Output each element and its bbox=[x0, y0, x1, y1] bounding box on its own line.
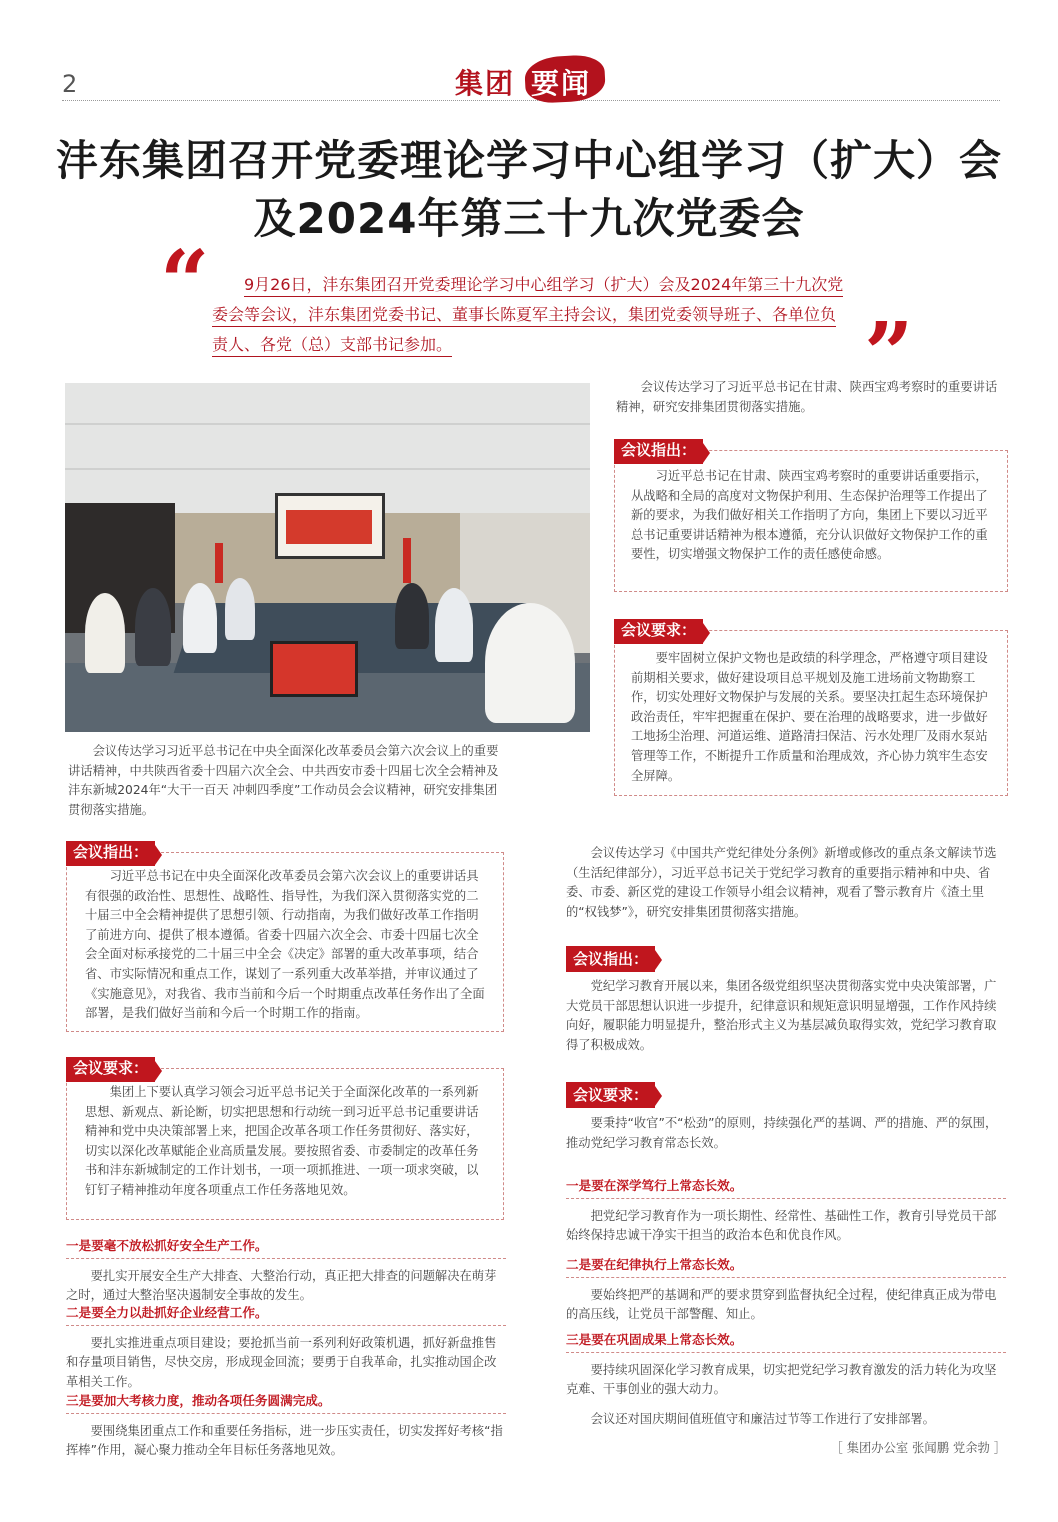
right-requirements-2-tag: 会议要求： bbox=[566, 1082, 655, 1108]
left-requirements-box bbox=[66, 1059, 504, 1220]
right-points-2 bbox=[566, 977, 1006, 1055]
right-intro bbox=[616, 378, 1008, 417]
photo-person bbox=[225, 578, 255, 640]
right-requirements-2-text: 要秉持“收官”不“松劲”的原则，持续强化严的基调、严的措施、严的氛围，推动党纪学习教育常态长效。 bbox=[566, 1116, 998, 1150]
photo-person bbox=[183, 583, 217, 653]
right-intro-text: 会议传达学习了习近平总书记在甘肃、陕西宝鸡考察时的重要讲话精神，研究安排集团贯彻落实措施。 bbox=[616, 380, 998, 414]
left-item-2 bbox=[66, 1303, 506, 1392]
left-points-text: 习近平总书记在中央全面深化改革委员会第六次会议上的重要讲话具有很强的政治性、思想性、战略性、指导性，为我们深入贯彻落实党的二十届三中全会精神提供了思想引领、行动指南，为我们做好改革工作指明了前进方向、提供了根本遵循。省委十四届六次全会、市委十四届七次全会全面对标承接党的二十届三中全会《决定》部署的重大改革事项，结合省、市实际情况和重点工作，谋划了一系列重大改革举措，并审议通过了《实施意见》，对我省、我市当前和今后一个时期重点改革任务作出了全面部署，是我们做好当前和今后一个时期工作的指南。 bbox=[85, 869, 485, 1021]
right-item-2-title: 二是要在纪律执行上常态长效。 bbox=[566, 1255, 1006, 1278]
left-points-tag: 会议指出： bbox=[66, 841, 155, 866]
headline-line-2: 及2024年第三十九次党委会 bbox=[253, 194, 805, 243]
left-requirements-text: 集团上下要认真学习领会习近平总书记关于全面深化改革的一系列新思想、新观点、新论断，切实把思想和行动统一到习近平总书记重要讲话精神和党中央决策部署上来，把国企改革各项工作任务贯彻好、落实好，切实以深化改革赋能企业高质量发展。要按照省委、市委制定的改革任务书和沣东新城制定的工作计划书，一项一项抓推进、一项一项求突破，以钉钉子精神推动年度各项重点工作任务落地见效。 bbox=[85, 1085, 479, 1197]
page-number: 2 bbox=[62, 70, 78, 98]
right-intro-2 bbox=[566, 844, 1006, 922]
photo-person bbox=[85, 593, 125, 673]
photo-person bbox=[395, 583, 429, 649]
photo-person bbox=[485, 603, 575, 723]
left-requirements-tag: 会议要求： bbox=[66, 1057, 155, 1082]
right-points-tag: 会议指出： bbox=[614, 439, 703, 464]
left-item-3-title: 三是要加大考核力度，推动各项任务圆满完成。 bbox=[66, 1391, 506, 1414]
right-requirements-box bbox=[614, 621, 1008, 796]
left-item-3 bbox=[66, 1391, 506, 1461]
right-points-box bbox=[614, 441, 1008, 592]
close-quote-icon: ” bbox=[864, 304, 914, 405]
headline-line-1: 沣东集团召开党委理论学习中心组学习（扩大）会 bbox=[55, 136, 1002, 185]
right-item-1-text: 把党纪学习教育作为一项长期性、经常性、基础性工作，教育引导党员干部始终保持忠诚干净实干担当的政治本色和优良作风。 bbox=[566, 1208, 997, 1243]
left-item-3-text: 要围绕集团重点工作和重要任务指标，进一步压实责任，切实发挥好考核“指挥棒”作用，凝心聚力推动全年目标任务落地见效。 bbox=[66, 1423, 503, 1458]
right-item-2-text: 要始终把严的基调和严的要求贯穿到监督执纪全过程，使纪律真正成为带电的高压线，让党员干部警醒、知止。 bbox=[566, 1287, 997, 1322]
right-requirements-2 bbox=[566, 1114, 1006, 1153]
right-closing bbox=[566, 1410, 1006, 1430]
right-closing-text: 会议还对国庆期间值班值守和廉洁过节等工作进行了安排部署。 bbox=[590, 1412, 935, 1426]
lead-text: 9月26日，沣东集团召开党委理论学习中心组学习（扩大）会及2024年第三十九次党委会等会议，沣东集团党委书记、董事长陈夏军主持会议，集团党委领导班子、各单位负责人、各党（总）支部书记参加。 bbox=[212, 275, 843, 357]
right-points-2-tag: 会议指出： bbox=[566, 946, 655, 972]
photo-person bbox=[435, 588, 473, 662]
photo-monitor bbox=[270, 641, 358, 697]
left-item-2-title: 二是要全力以赴抓好企业经营工作。 bbox=[66, 1303, 506, 1326]
meeting-photo bbox=[65, 383, 590, 732]
photo-flag bbox=[215, 543, 223, 583]
open-quote-icon: “ bbox=[160, 232, 210, 333]
photo-ceiling-line bbox=[65, 468, 590, 470]
right-points-text: 习近平总书记在甘肃、陕西宝鸡考察时的重要讲话重要指示，从战略和全局的高度对文物保护利用、生态保护治理等工作提出了新的要求，为我们做好相关工作指明了方向，集团上下要以习近平总书记重要讲话精神为根本遵循，充分认识做好文物保护工作的重要性，切实增强文物保护工作的责任感使命感。 bbox=[631, 469, 988, 562]
right-item-1 bbox=[566, 1176, 1006, 1246]
right-requirements-text: 要牢固树立保护文物也是政绩的科学理念，严格遵守项目建设前期相关要求，做好建设项目总平规划及施工进场前文物勘察工作，切实处理好文物保护与发展的关系。要坚决扛起生态环境保护政治责任，牢牢把握重在保护、要在治理的战略要求，进一步做好工地扬尘治理、河道运维、道路清扫保洁、污水处理厂及雨水泵站管理等工作，不断提升工作质量和治理成效，齐心协力筑牢生态安全屏障。 bbox=[631, 651, 988, 783]
left-item-2-text: 要扎实推进重点项目建设；要抢抓当前一系列利好政策机遇，抓好新盘推售和存量项目销售，尽快交房，形成现金回流；要勇于自我革命，扎实推动国企改革相关工作。 bbox=[66, 1335, 497, 1389]
section-logo-part2: 要闻 bbox=[531, 67, 592, 100]
right-requirements-2-header bbox=[566, 1082, 866, 1106]
lead-paragraph bbox=[212, 270, 844, 360]
left-points-box bbox=[66, 843, 504, 1032]
left-item-1-title: 一是要毫不放松抓好安全生产工作。 bbox=[66, 1236, 506, 1259]
photo-person bbox=[135, 588, 171, 666]
left-item-1 bbox=[66, 1236, 506, 1306]
right-item-3-title: 三是要在巩固成果上常态长效。 bbox=[566, 1330, 1006, 1353]
left-item-1-text: 要扎实开展安全生产大排查、大整治行动，真正把大排查的问题解决在萌芽之时，通过大整治坚决遏制安全事故的发生。 bbox=[66, 1268, 497, 1303]
right-points-2-text: 党纪学习教育开展以来，集团各级党组织坚决贯彻落实党中央决策部署，广大党员干部思想认识进一步提升，纪律意识和规矩意识明显增强，工作作风持续向好，履职能力明显提升，整治形式主义为基层减负取得实效，党纪学习教育取得了积极成效。 bbox=[566, 979, 997, 1052]
headline bbox=[40, 132, 1018, 248]
left-intro bbox=[68, 742, 506, 820]
right-item-2 bbox=[566, 1255, 1006, 1325]
right-points-2-header bbox=[566, 946, 866, 970]
right-requirements-tag: 会议要求： bbox=[614, 619, 703, 644]
right-item-3-text: 要持续巩固深化学习教育成果，切实把党纪学习教育激发的活力转化为攻坚克难、干事创业的强大动力。 bbox=[566, 1362, 997, 1397]
photo-projection-screen bbox=[275, 493, 385, 559]
right-item-1-title: 一是要在深学笃行上常态长效。 bbox=[566, 1176, 1006, 1199]
right-item-3 bbox=[566, 1330, 1006, 1400]
section-logo bbox=[455, 56, 605, 102]
section-logo-part1: 集团 bbox=[455, 67, 516, 100]
left-intro-text: 会议传达学习习近平总书记在中央全面深化改革委员会第六次会议上的重要讲话精神，中共陕西省委十四届六次全会、中共西安市委十四届七次全会精神及沣东新城2024年“大干一百天 冲刺四季度”工作动员会会议精神，研究安排集团贯彻落实措施。 bbox=[68, 744, 499, 817]
photo-ceiling-line bbox=[65, 423, 590, 425]
right-intro-2-text: 会议传达学习《中国共产党纪律处分条例》新增或修改的重点条文解读节选（生活纪律部分），习近平总书记关于党纪学习教育的重要指示精神和中央、省委、市委、新区党的建设工作领导小组会议精神，观看了警示教育片《渣土里的“权钱梦”》，研究安排集团贯彻落实措施。 bbox=[566, 846, 997, 919]
photo-flag bbox=[403, 538, 411, 583]
author-credit: ［ 集团办公室 张闻鹏 党余勃 ］ bbox=[830, 1441, 1006, 1455]
